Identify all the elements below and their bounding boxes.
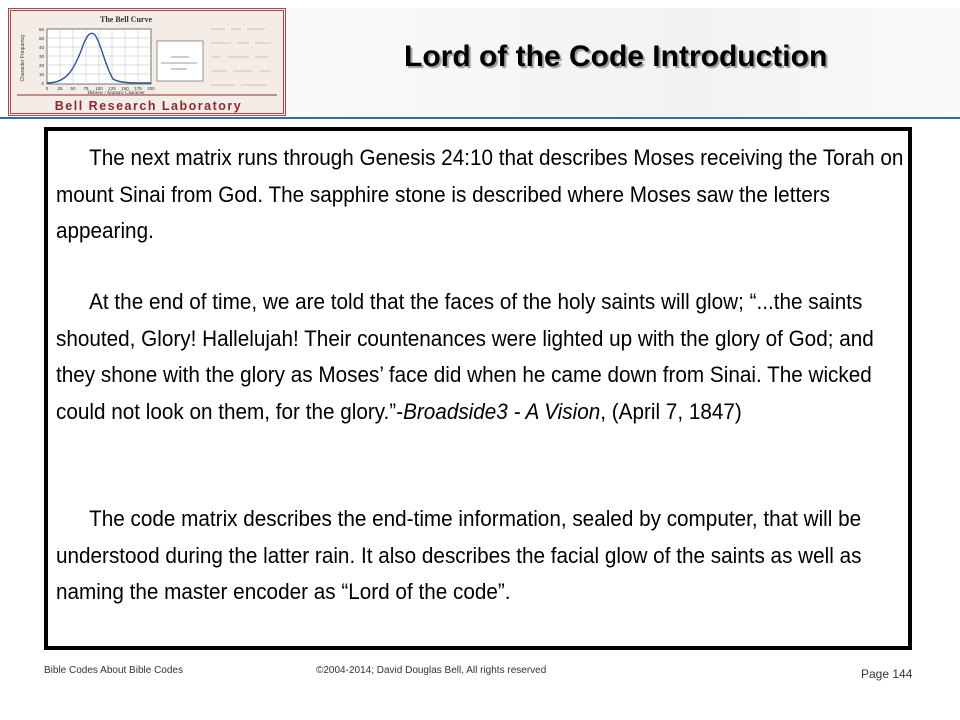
logo-y-tick-label: 40 — [38, 45, 44, 50]
paragraph-2-source: Broadside3 - A Vision — [403, 398, 601, 424]
paragraph-3: The code matrix describes the end-time information, sealed by computer, that will be understood during the latter rain. It also describes the facial glow of the saints as well as naming the master encoder as “Lord of the code”. — [56, 506, 862, 604]
logo-y-tick-label: 10 — [38, 72, 44, 77]
paragraph-2-date: , (April 7, 1847) — [600, 398, 742, 424]
logo-x-tick-label: 200 — [147, 86, 155, 91]
page-number: Page 144 — [861, 667, 913, 681]
page-title: Lord of the Code Introduction — [404, 40, 828, 73]
logo-y-tick-label: 30 — [38, 54, 44, 59]
logo-chart-title: The Bell Curve — [100, 15, 152, 24]
logo-x-tick-label: 100 — [95, 86, 103, 91]
content-box — [44, 127, 912, 650]
logo-y-tick-label: 50 — [38, 36, 44, 41]
logo-x-tick-label: 150 — [121, 86, 129, 91]
logo-x-axis-label: Hebrew / Aramaic Character — [87, 91, 145, 96]
bell-curve-logo-graphic — [11, 11, 283, 113]
footer-copyright: ©2004-2014; David Douglas Bell, All rights reserved — [316, 665, 547, 676]
logo-x-tick-label: 125 — [108, 86, 116, 91]
logo-name: Bell Research Laboratory — [54, 99, 243, 113]
logo-x-tick-label: 0 — [45, 86, 49, 91]
title-divider — [0, 117, 960, 119]
logo-x-tick-label: 25 — [57, 86, 63, 91]
paragraph-2-text: At the end of time, we are told that the faces of the holy saints will glow; “...the saints shouted, Glory! Hallelujah! Their countenances were lighted up with the glory of God; and they shone with the glory as Moses’ face did when he came down from Sinai. The wicked could not look on them, for the glory.”- — [56, 289, 874, 424]
logo-formula-box — [157, 41, 203, 81]
logo-y-tick-label: 0 — [41, 81, 44, 86]
logo-y-tick-label: 20 — [38, 63, 44, 68]
logo-x-tick-label: 75 — [83, 86, 89, 91]
logo-y-tick-label: 60 — [38, 27, 44, 32]
bell-research-logo — [8, 8, 286, 116]
paragraph-2 — [56, 284, 905, 430]
footer-left-text: Bible Codes About Bible Codes — [44, 665, 183, 676]
logo-x-tick-label: 50 — [70, 86, 76, 91]
logo-x-tick-label: 175 — [134, 86, 142, 91]
paragraph-1: The next matrix runs through Genesis 24:10 that describes Moses receiving the Torah on mount Sinai from God. The sapphire stone is described where Moses saw the letters appearing. — [56, 145, 904, 243]
logo-y-axis-label: Character Frequency — [20, 34, 26, 82]
logo-background-script — [211, 29, 271, 85]
